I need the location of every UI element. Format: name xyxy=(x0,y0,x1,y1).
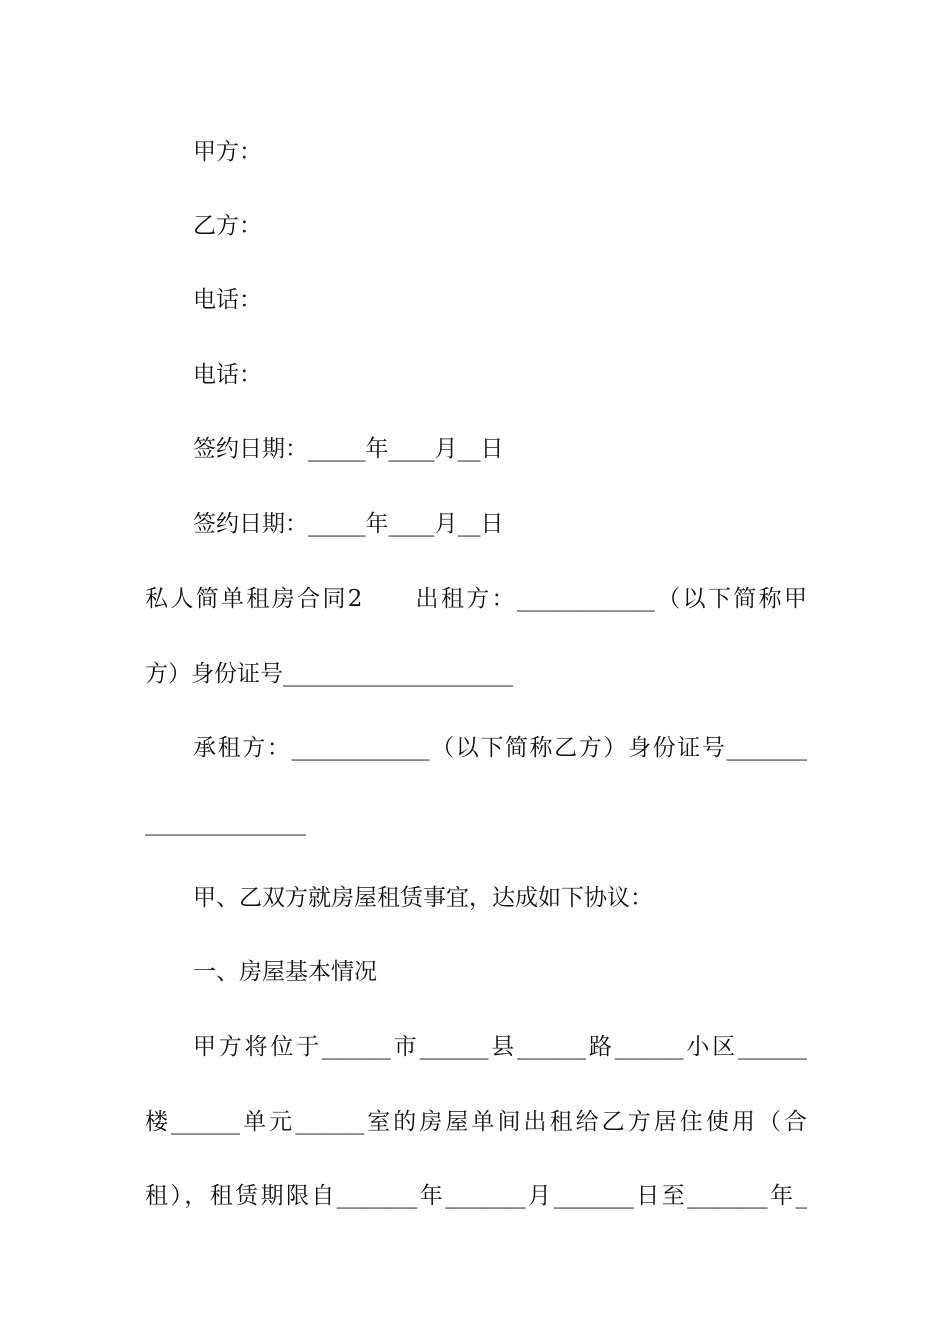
property-location-line: 甲方将位于______市______县______路______小区______ xyxy=(193,1034,807,1060)
property-unit-line: 楼______单元______室的房屋单间出租给乙方居住使用（合 xyxy=(145,1109,807,1135)
lessee-id-continuation: ______________ xyxy=(145,810,306,836)
phone-label-1: 电话： xyxy=(193,287,262,313)
sign-date-2: 签约日期：_____年____月__日 xyxy=(193,511,504,537)
section-1-heading: 一、房屋基本情况 xyxy=(193,959,377,985)
party-b-label: 乙方： xyxy=(193,213,262,239)
lease-term-line: 租），租赁期限自_______年_______月_______日至_______年_ xyxy=(145,1183,807,1209)
phone-label-2: 电话： xyxy=(193,362,262,388)
sign-date-1: 签约日期：_____年____月__日 xyxy=(193,436,504,462)
party-a-label: 甲方： xyxy=(193,139,262,165)
lessee-line: 承租方：____________（以下简称乙方）身份证号_______ xyxy=(193,735,807,761)
contract-2-heading-line: 私人简单租房合同2 出租方：____________（以下简称甲 xyxy=(145,586,807,612)
agreement-intro: 甲、乙双方就房屋租赁事宜，达成如下协议： xyxy=(193,885,653,911)
lessor-id-line: 方）身份证号____________________ xyxy=(145,661,513,687)
